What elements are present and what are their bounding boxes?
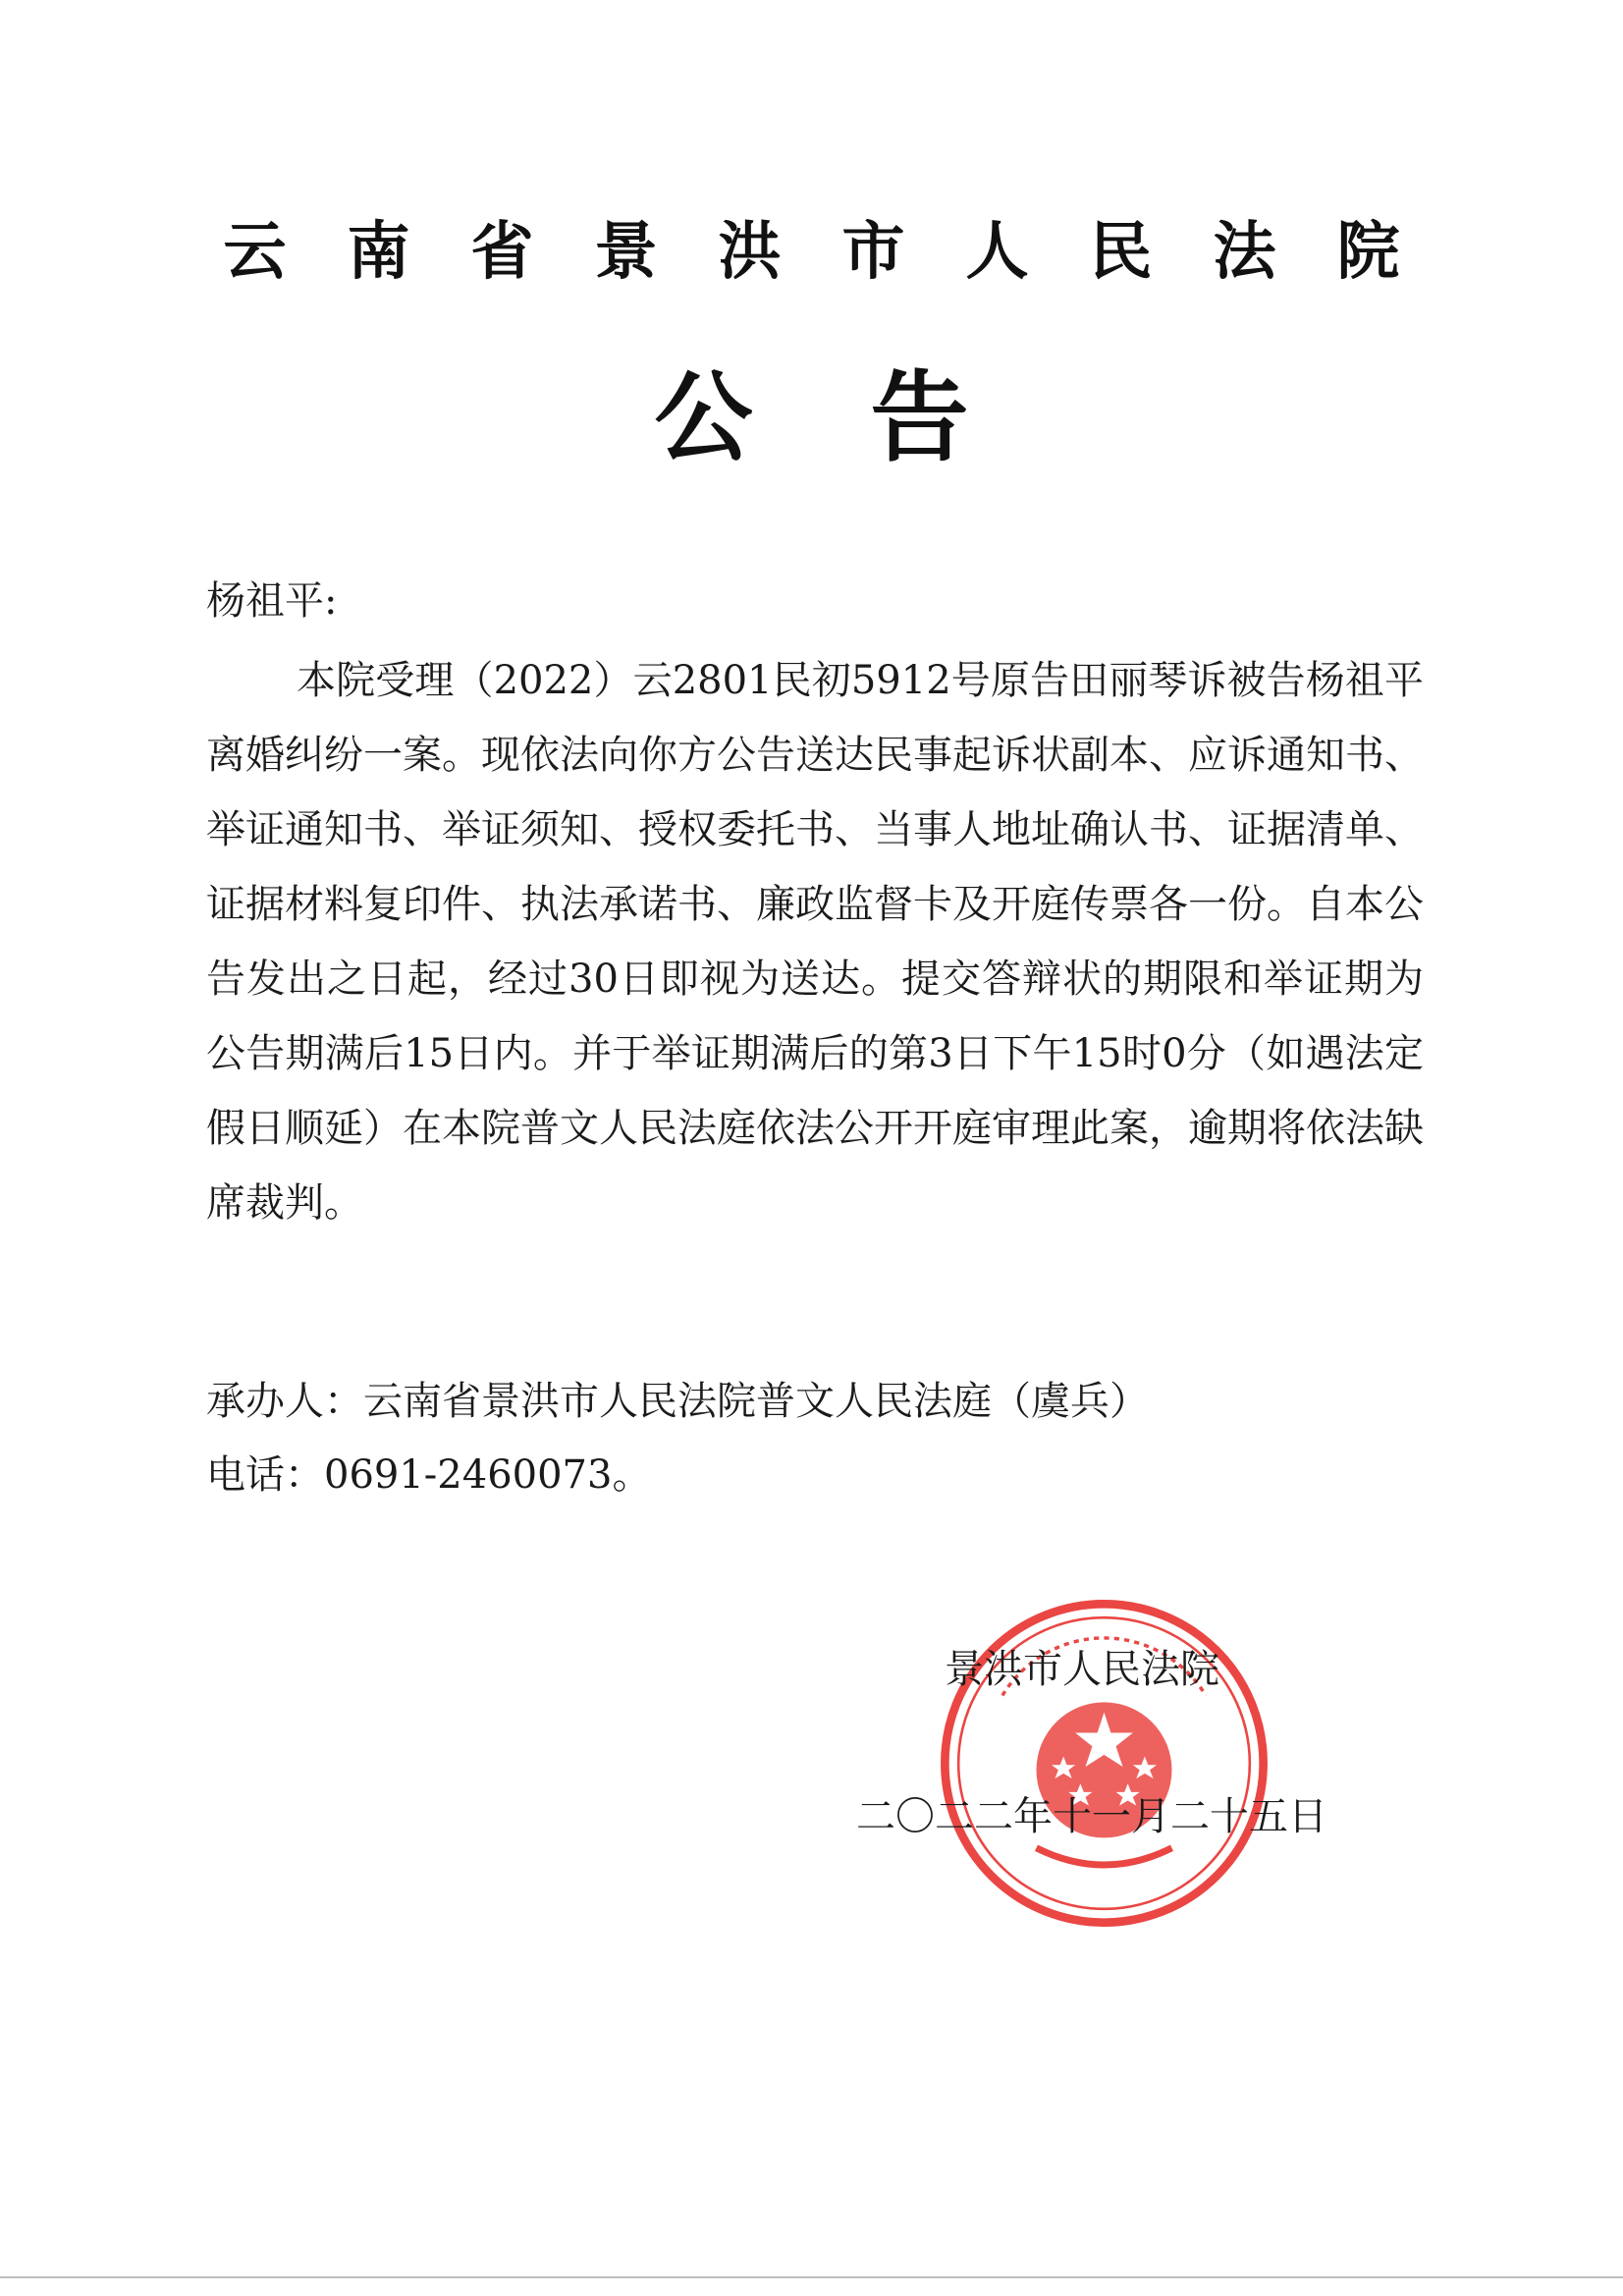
page-bottom-rule — [0, 2276, 1623, 2278]
addressee: 杨祖平: — [206, 578, 338, 624]
case-handler: 承办人：云南省景洪市人民法院普文人民法庭（虞兵） — [206, 1379, 1149, 1424]
notice-body: 本院受理（2022）云2801民初5912号原告田丽琴诉被告杨祖平离婚纠纷一案。现依法向你方公告送达民事起诉状副本、应诉通知书、举证通知书、举证须知、授权委托书、当事人地址确认书、证据清单、证据材料复印件、执法承诺书、廉政监督卡及开庭传票各一份。自本公告发出之日起，经过30日即视为送达。提交答辩状的期限和举证期为公告期满后15日内。并于举证期满后的第3日下午15时0分（如遇法定假日顺延）在本院普文人民法庭依法公开开庭审理此案，逾期将依法缺席裁判。 — [206, 658, 1424, 1226]
contact-phone: 电话：0691-2460073。 — [206, 1452, 652, 1498]
court-name: 云南省景洪市人民法院 — [223, 215, 1461, 289]
signing-court: 景洪市人民法院 — [945, 1647, 1219, 1692]
signing-date: 二〇二二年十一月二十五日 — [856, 1794, 1327, 1839]
notice-title: 公告 — [654, 359, 1087, 475]
